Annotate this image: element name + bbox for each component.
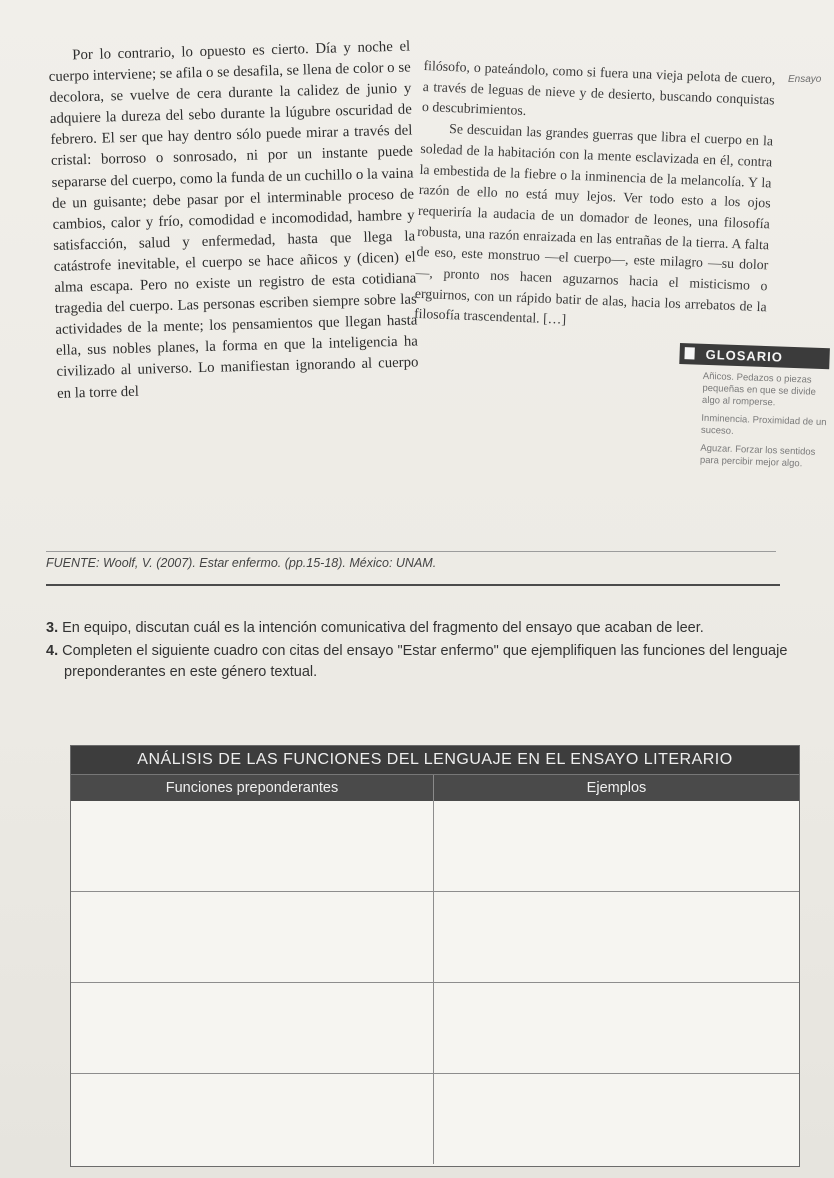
table-row bbox=[71, 892, 799, 983]
function-cell[interactable] bbox=[71, 892, 434, 982]
column-header-examples: Ejemplos bbox=[586, 780, 647, 796]
table-row bbox=[71, 983, 799, 1074]
table-title: ANÁLISIS DE LAS FUNCIONES DEL LENGUAJE EN EL ENSAYO LITERARIO bbox=[71, 746, 799, 774]
table-row bbox=[71, 1074, 799, 1164]
function-cell[interactable] bbox=[71, 801, 434, 891]
analysis-table bbox=[70, 745, 800, 1167]
example-cell[interactable] bbox=[434, 892, 799, 982]
section-tag: Ensayo bbox=[788, 74, 822, 85]
glossary-entry: Inminencia. Proximidad de un suceso. bbox=[700, 412, 827, 437]
question-4: 4. Completen el siguiente cuadro con citas del ensayo "Estar enfermo" que ejemplifiquen las funciones del lenguaje preponderantes en este género textual. bbox=[46, 643, 788, 680]
divider bbox=[46, 584, 780, 586]
essay-paragraph-right-1: filósofo, o pateándolo, como si fuera una vieja pelota de cuero, a través de leguas de nieve y de desierto, buscando conquistas o descubrimientos. bbox=[421, 57, 776, 119]
column-header-functions: Funciones preponderantes bbox=[71, 775, 434, 801]
glossary-entry: Añicos. Pedazos o piezas pequeñas en que se divide algo al romperse. bbox=[701, 370, 817, 409]
table-row bbox=[71, 801, 799, 892]
question-3: 3. En equipo, discutan cuál es la intención comunicativa del fragmento del ensayo que acaban de leer. bbox=[46, 620, 704, 636]
glossary-title: GLOSARIO bbox=[679, 343, 830, 369]
essay-paragraph-left: Por lo contrario, lo opuesto es cierto. Día y noche el cuerpo interviene; se afila o se desafila, se llena de color o se decolora, se vuelve de cera durante la calidez de junio y adquiere la dureza del sebo durante la lúgubre oscuridad de febrero. El ser que hay dentro sólo puede mirar a través del cristal: borroso o sonrosado, ni por un instante puede separarse del cuerpo, como la funda de un cuchillo o la vaina de un guisante; debe pasar por el interminable proceso de cambios, calor y frío, comodidad e incomodidad, hambre y satisfacción, salud y enfermedad, hasta que llega la catástrofe inevitable, el cuerpo se hace añicos y (dicen) el alma escapa. Pero no existe un registro de esta cotidiana tragedia del cuerpo. Las personas escriben siempre sobre las actividades de la mente; los pensamientos que llegan hasta ella, sus nobles planes, la forma en que la inteligencia ha civilizado al universo. Lo manifiestan ignorando al cuerpo en la torre del bbox=[48, 38, 419, 402]
glossary-marker-icon bbox=[684, 347, 694, 359]
function-cell[interactable] bbox=[71, 983, 434, 1073]
example-cell[interactable] bbox=[434, 983, 799, 1073]
glossary-entry: Aguzar. Forzar los sentidos para percibir mejor algo. bbox=[699, 442, 816, 470]
essay-paragraph-right-2: Se descuidan las grandes guerras que libra el cuerpo en la soledad de la habitación con la mente esclavizada en él, contra la embestida de la fiebre o la inminencia de la melancolía. Y la razón de ello no está muy lejos. Ver todo esto a los ojos requeriría la audacia de un domador de leones, una filosofía robusta, una razón enraizada en las entrañas de la tierra. A falta de eso, este monstruo —el cuerpo—, este milagro —su dolor—, pronto nos hacen aguzarnos hacia el misticismo o erguirnos, con un rápido batir de alas, hacia los arrebatos de la filosofía trascendental. […] bbox=[413, 121, 774, 328]
essay-left-column bbox=[48, 37, 419, 405]
essay-right-column bbox=[414, 56, 776, 338]
example-cell[interactable] bbox=[434, 801, 799, 891]
activity-questions bbox=[46, 618, 806, 685]
source-citation: FUENTE: Woolf, V. (2007). Estar enfermo. (pp.15-18). México: UNAM. bbox=[46, 551, 776, 570]
example-cell[interactable] bbox=[434, 1074, 799, 1164]
table-body bbox=[71, 801, 799, 1165]
function-cell[interactable] bbox=[71, 1074, 434, 1164]
glossary-box bbox=[676, 343, 830, 471]
table-header bbox=[71, 774, 799, 801]
